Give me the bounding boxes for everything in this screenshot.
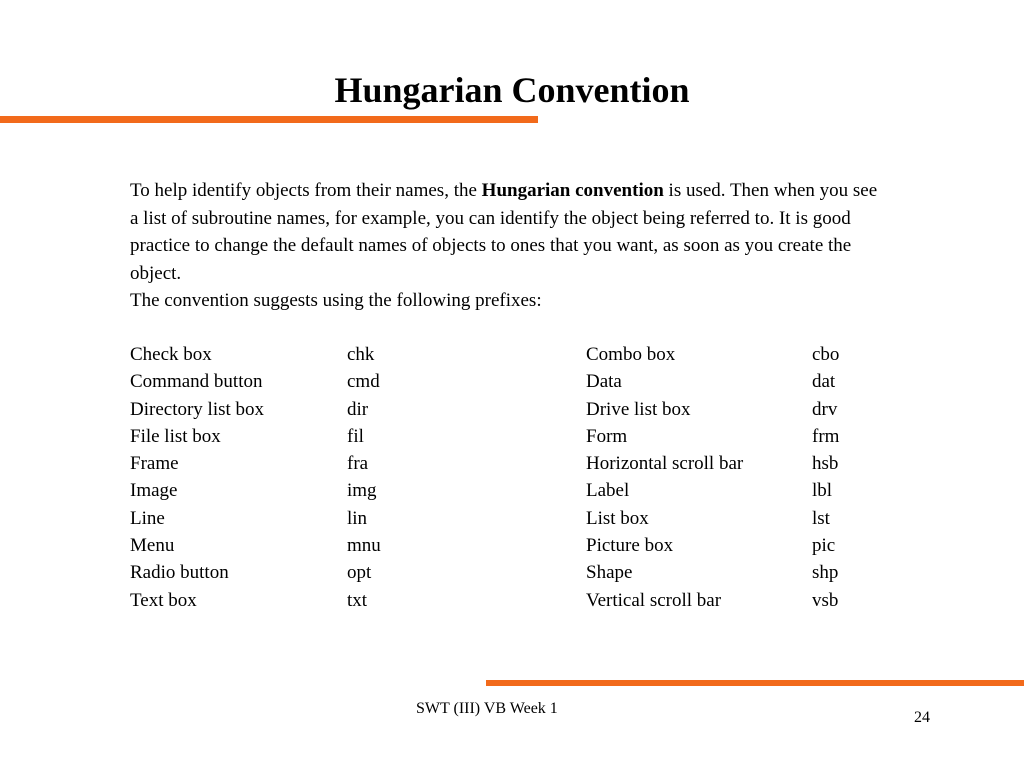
slide-title: Hungarian Convention	[334, 70, 690, 110]
object-prefix: shp	[812, 562, 839, 584]
object-name: Line	[130, 507, 165, 529]
object-prefix: cmd	[347, 371, 380, 393]
object-prefix: img	[347, 480, 377, 502]
object-name: Picture box	[586, 535, 674, 557]
intro-bold-term: Hungarian convention	[481, 180, 664, 201]
object-name: Check box	[130, 344, 212, 365]
object-prefix: txt	[347, 589, 368, 611]
object-name: Combo box	[586, 344, 676, 365]
object-name: Menu	[130, 535, 175, 557]
object-prefix: cbo	[812, 344, 840, 365]
intro-part-2: is used. Then when you see a list of subroutine names, for example, you can identify the object being referred to. It is good practice to change the default names of objects to ones that you want, as soon as you create the object.	[130, 180, 878, 284]
object-name: Label	[586, 480, 630, 502]
object-name: Drive list box	[586, 398, 691, 420]
object-prefix: lin	[347, 507, 368, 529]
object-prefix: fil	[347, 425, 364, 447]
object-name: Vertical scroll bar	[586, 589, 722, 611]
top-accent-bar	[0, 116, 538, 123]
object-prefix: dat	[812, 371, 836, 393]
object-name: Horizontal scroll bar	[586, 453, 744, 475]
object-prefix: frm	[812, 425, 840, 447]
intro-paragraph	[130, 177, 890, 287]
object-name: Form	[586, 425, 628, 447]
object-name: Image	[130, 480, 178, 502]
object-name: File list box	[130, 425, 221, 447]
intro-text	[130, 177, 890, 315]
object-prefix: pic	[812, 535, 836, 557]
object-prefix: dir	[347, 398, 369, 420]
object-name: Command button	[130, 371, 263, 393]
page-number: 24	[914, 709, 930, 726]
object-name: Data	[586, 371, 622, 393]
object-name: Text box	[130, 589, 197, 611]
object-prefix: opt	[347, 562, 372, 584]
object-prefix: vsb	[812, 589, 839, 611]
object-name: Directory list box	[130, 398, 265, 420]
intro-part-1: To help identify objects from their names, the	[130, 180, 482, 201]
slide-footer: SWT (III) VB Week 1	[416, 700, 558, 717]
object-prefix: mnu	[347, 535, 381, 557]
object-prefix: lbl	[812, 480, 833, 502]
object-prefix: lst	[812, 507, 830, 529]
object-name: List box	[586, 507, 649, 529]
object-prefix: fra	[347, 453, 369, 475]
object-prefix: drv	[812, 398, 838, 420]
object-prefix: hsb	[812, 453, 839, 475]
object-name: Radio button	[130, 562, 229, 584]
bottom-accent-bar	[486, 680, 1024, 686]
object-prefix: chk	[347, 344, 375, 365]
object-name: Shape	[586, 562, 633, 584]
object-name: Frame	[130, 453, 179, 475]
intro-line-2: The convention suggests using the following prefixes:	[130, 290, 542, 311]
